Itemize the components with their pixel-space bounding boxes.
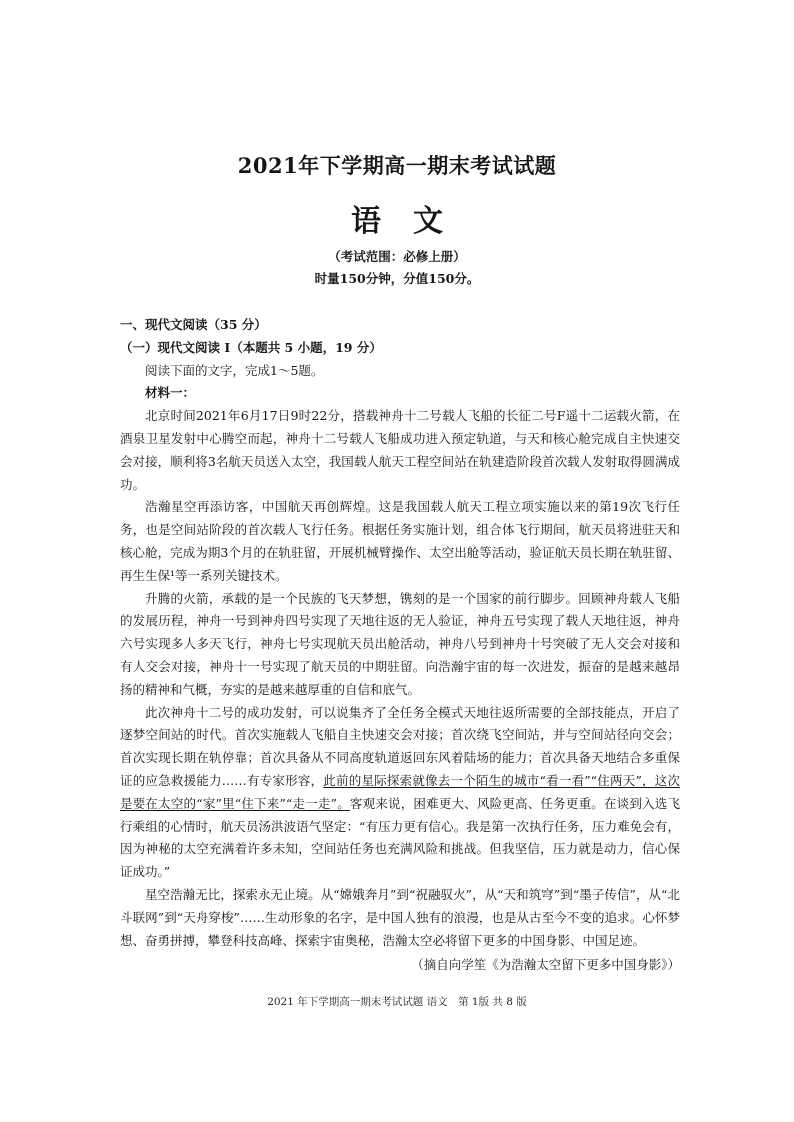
material-label: 材料一： (145, 385, 196, 401)
paragraph-4-part-a: 此次神舟十二号的成功发射，可以说集齐了全任务全模式天地往返所需要的全部技能点，开启了逐梦空间站的时代。首次实施载人飞船自主快速交会对接；首次绕飞空间站，并与空间站径向交会；首次实现长期在轨停靠；首次具备从不同高度轨道返回东风着陆场的能力；首次具备天地结合多重保证的应急救援能力……有专家形容， (120, 704, 680, 788)
exam-title: 2021年下学期高一期末考试试题 (237, 153, 557, 178)
exam-timing: 时量150分钟，分值150分。 (314, 271, 480, 286)
passage-paragraph-5: 星空浩瀚无比，探索永无止境。从“嫦娥奔月”到“祝融驭火”，从“天和筑穹”到“墨子传信”，从“北斗联网”到“天舟穿梭”……生动形象的名字，是中国人独有的浪漫，也是从古至今不变的追求。心怀梦想、奋勇拼搏，攀登科技高峰、探索宇宙奥秘，浩瀚太空必将留下更多的中国身影、中国足迹。 (120, 886, 680, 948)
reading-instruction: 阅读下面的文字，完成1～5题。 (145, 362, 324, 378)
passage-paragraph-1: 北京时间2021年6月17日9时22分，搭载神舟十二号载人飞船的长征二号F遥十二运载火箭，在酒泉卫星发射中心腾空而起，神舟十二号载人飞船成功进入预定轨道，与天和核心舱完成自主快速交会对接，顺利将3名航天员送入太空，我国载人航天工程空间站在轨建造阶段首次载人发射取得圆满成功。 (120, 408, 680, 492)
paragraph-4-part-b: 客观来说，困难更大、风险更高、任务更重。在谈到入选飞行乘组的心情时，航天员汤洪波语气坚定：“有压力更有信心。我是第一次执行任务，压力难免会有，因为神秘的太空充满着许多未知，空间站任务也充满风险和挑战。但我坚信，压力就是动力，信心保证成功。” (120, 795, 680, 880)
passage-source: （摘自向学笙《为浩瀚太空留下更多中国身影》） (411, 957, 680, 973)
subsection-heading: （一）现代文阅读 Ⅰ（本题共 5 小题，19 分） (120, 339, 382, 355)
passage-paragraph-4 (120, 702, 680, 884)
underlined-sentence: 此前的星际探索就像去一个陌生的城市“看一看”“住两天”，这次是要在太空的“家”里“住下来”“走一走”。 (120, 772, 680, 811)
subject-title: 语文 (351, 204, 475, 239)
passage-paragraph-3: 升腾的火箭，承载的是一个民族的飞天梦想，镌刻的是一个国家的前行脚步。回顾神舟载人飞船的发展历程，神舟一号到神舟四号实现了天地往返的无人验证，神舟五号实现了载人天地往返，神舟六号实现多人多天飞行，神舟七号实现航天员出舱活动，神舟八号到神舟十号突破了无人交会对接和有人交会对接，神舟十一号实现了航天员的中期驻留。向浩瀚宇宙的每一次进发，振奋的是越来越昂扬的精神和气概，夯实的是越来越厚重的自信和底气。 (120, 590, 680, 697)
page-footer: 2021 年下学期高一期末考试试题 语文 第 1版 共 8 版 (267, 996, 527, 1008)
section-heading: 一、现代文阅读（35 分） (120, 317, 267, 332)
exam-content (120, 314, 680, 977)
exam-scope: （考试范围：必修上册） (328, 249, 466, 264)
passage-paragraph-2: 浩瀚星空再添访客，中国航天再创辉煌。这是我国载人航天工程立项实施以来的第19次飞行任务，也是空间站阶段的首次载人飞行任务。根据任务实施计划，组合体飞行期间，航天员将进驻天和核心舱，完成为期3个月的在轨驻留，开展机械臂操作、太空出舱等活动，验证航天员长期在轨驻留、再生生保¹等一系列关键技术。 (120, 499, 680, 583)
